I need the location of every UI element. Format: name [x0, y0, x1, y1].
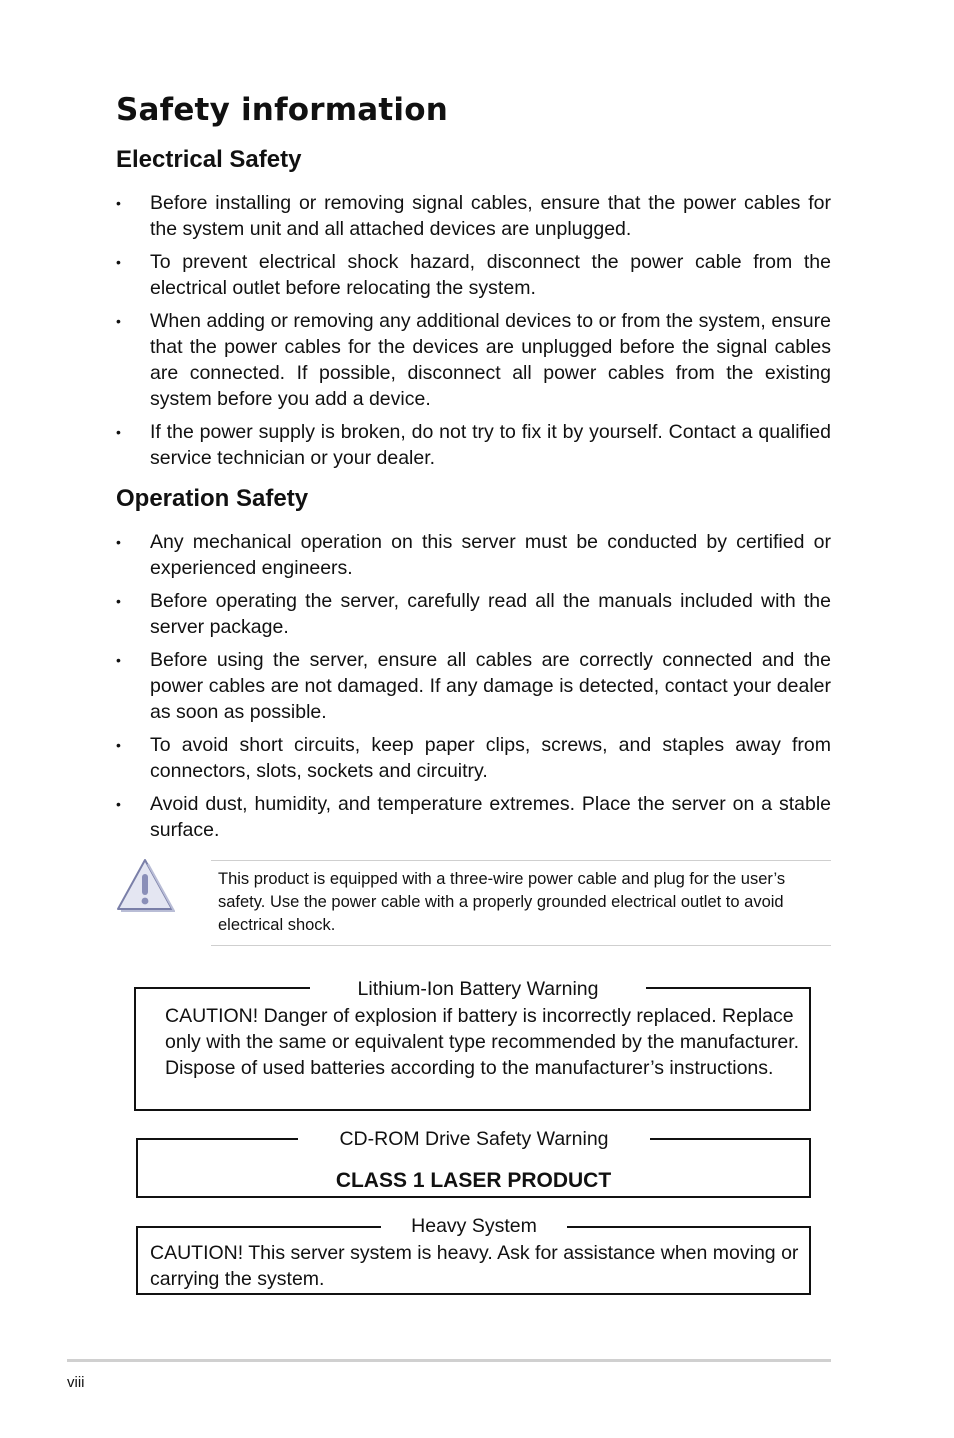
operation-safety-heading: Operation Safety — [116, 485, 309, 512]
bullet: • — [116, 313, 121, 329]
bullet: • — [116, 534, 121, 550]
list-item: • To prevent electrical shock hazard, disconnect the power cable from the electrical outlet before relocating the system. — [116, 251, 831, 299]
bullet: • — [116, 254, 121, 270]
list-item: • Avoid dust, humidity, and temperature extremes. Place the server on a stable surface. — [116, 793, 831, 841]
heavy-system-text: CAUTION! This server system is heavy. Ask for assistance when moving or carrying the system. — [150, 1242, 799, 1290]
battery-warning-box — [134, 987, 811, 1111]
cdrom-warning-title: CD-ROM Drive Safety Warning — [298, 1126, 650, 1152]
list-item: • To avoid short circuits, keep paper clips, screws, and staples away from connectors, slots, sockets and circuitry. — [116, 734, 831, 782]
list-item: • Any mechanical operation on this server must be conducted by certified or experienced engineers. — [116, 531, 831, 579]
warning-triangle-icon — [115, 857, 175, 913]
list-item: • Before operating the server, carefully read all the manuals included with the server package. — [116, 590, 831, 638]
bullet: • — [116, 796, 121, 812]
list-item: • Before installing or removing signal cables, ensure that the power cables for the system unit and all attached devices are unplugged. — [116, 192, 831, 240]
battery-warning-title: Lithium-Ion Battery Warning — [310, 976, 646, 1002]
cdrom-warning-text: CLASS 1 LASER PRODUCT — [335, 1169, 612, 1192]
safety-note: This product is equipped with a three-wire power cable and plug for the user’s safety. Use the power cable with a properly grounded electrical outlet to avoid electrical shock. — [211, 860, 831, 946]
list-item: • When adding or removing any additional devices to or from the system, ensure that the power cables for the devices are unplugged before the signal cables are connected. If possible, disconnect all power cables from the existing system before you add a device. — [116, 310, 831, 410]
electrical-safety-heading: Electrical Safety — [116, 146, 302, 173]
bullet: • — [116, 593, 121, 609]
bullet: • — [116, 424, 121, 440]
list-item: • Before using the server, ensure all cables are correctly connected and the power cables are not damaged. If any damage is detected, contact your dealer as soon as possible. — [116, 649, 831, 723]
electrical-safety-list — [116, 190, 831, 478]
bullet: • — [116, 737, 121, 753]
battery-warning-text: CAUTION! Danger of explosion if battery is incorrectly replaced. Replace only with the same or equivalent type recommended by the manufacturer. Dispose of used batteries according to the manufacturer’s instructions. — [165, 1005, 800, 1079]
bullet: • — [116, 195, 121, 211]
page-title: Safety information — [116, 92, 448, 128]
list-item: • If the power supply is broken, do not try to fix it by yourself. Contact a qualified service technician or your dealer. — [116, 421, 831, 469]
operation-safety-list — [116, 529, 831, 850]
footer-divider — [67, 1359, 831, 1362]
heavy-system-title: Heavy System — [381, 1213, 567, 1239]
bullet: • — [116, 652, 121, 668]
page-number: viii — [67, 1374, 85, 1391]
